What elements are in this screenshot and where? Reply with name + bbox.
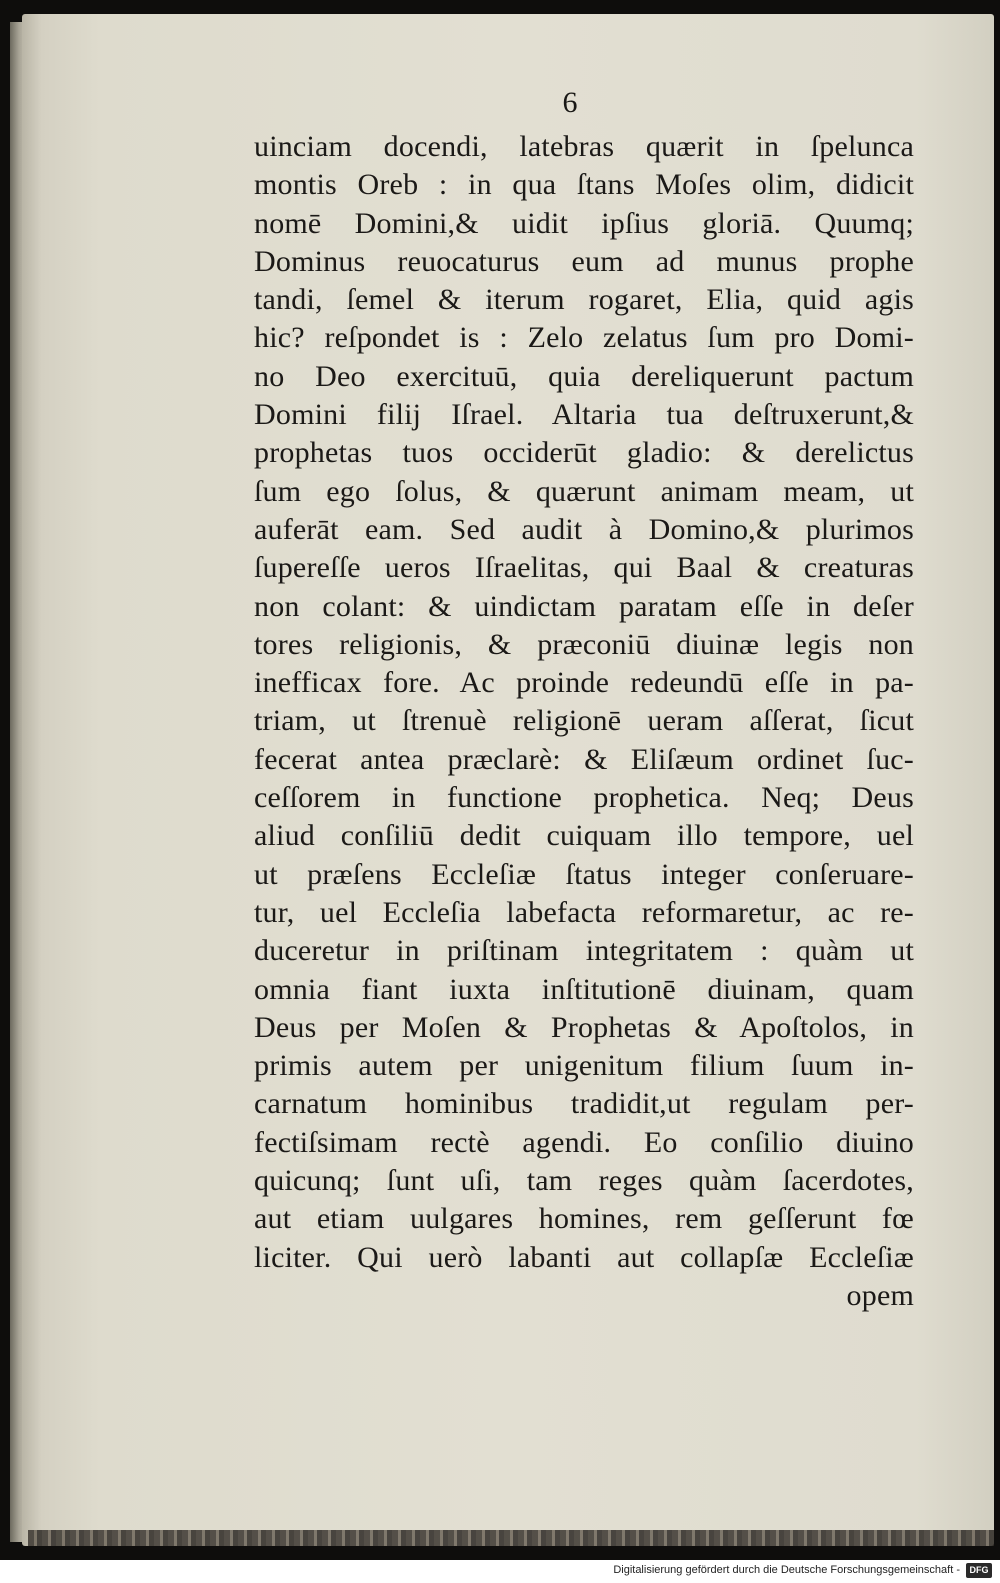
dfg-logo: DFG: [966, 1563, 992, 1578]
text-line: omnia fiant iuxta inſtitutionē diuinam, quam: [254, 972, 914, 1006]
text-line: ſum ego ſolus, & quærunt animam meam, ut: [254, 474, 914, 508]
page-number: 6: [562, 86, 578, 119]
text-line: ceſſorem in functione prophetica. Neq; Deus: [254, 781, 914, 815]
text-line: tandi, ſemel & iterum rogaret, Elia, quid agis: [254, 283, 914, 317]
text-line: nomē Domini,& uidit ipſius gloriā. Quumq;: [254, 206, 914, 240]
text-line: Dominus reuocaturus eum ad munus prophe: [254, 244, 914, 278]
text-line: tores religionis, & præconiū diuinæ legis non: [254, 627, 914, 661]
text-line: liciter. Qui uerò labanti aut collapſæ Eccleſiæ: [254, 1240, 914, 1274]
text-line: montis Oreb : in qua ſtans Moſes olim, didicit: [254, 168, 914, 202]
body-text: [254, 128, 914, 1315]
text-line: inefficax fore. Ac proinde redeundū eſſe in pa-: [254, 666, 914, 700]
text-line: prophetas tuos occiderūt gladio: & derelictus: [254, 436, 914, 470]
text-line: Domini filij Iſrael. Altaria tua deſtruxerunt,&: [254, 398, 914, 432]
text-line: auferāt eam. Sed audit à Domino,& plurimos: [254, 512, 914, 546]
text-line: non colant: & uindictam paratam eſſe in deſer: [254, 589, 914, 623]
text-line: ſupereſſe ueros Iſraelitas, qui Baal & creaturas: [254, 551, 914, 585]
text-line: aliud conſiliū dedit cuiquam illo tempore, uel: [254, 819, 914, 853]
text-line: aut etiam uulgares homines, rem geſſerunt fœ: [254, 1202, 914, 1236]
text-line: fecerat antea præclarè: & Eliſæum ordinet ſuc-: [254, 742, 914, 776]
page-bottom-edge: [28, 1530, 994, 1546]
text-line: quicunq; ſunt uſi, tam reges quàm ſacerdotes,: [254, 1164, 914, 1198]
text-line: carnatum hominibus tradidit,ut regulam per-: [254, 1087, 914, 1121]
text-line: uinciam docendi, latebras quærit in ſpelunca: [254, 130, 914, 163]
footer: [0, 1560, 1000, 1583]
text-line: tur, uel Eccleſia labefacta reformaretur, ac re-: [254, 895, 914, 929]
text-line: fectiſsimam rectè agendi. Eo conſilio diuino: [254, 1125, 914, 1159]
text-line: hic? reſpondet is : Zelo zelatus ſum pro Domi-: [254, 321, 914, 355]
text-line: ut præſens Eccleſiæ ſtatus integer conſeruare-: [254, 857, 914, 891]
text-line: triam, ut ſtrenuè religionē ueram aſſerat, ſicut: [254, 704, 914, 738]
text-line: duceretur in priſtinam integritatem : quàm ut: [254, 934, 914, 968]
text-line: no Deo exercituū, quia dereliquerunt pactum: [254, 359, 914, 393]
text-line: Deus per Moſen & Prophetas & Apoſtolos, in: [254, 1010, 914, 1044]
footer-credit: Digitalisierung gefördert durch die Deutsche Forschungsgemeinschaft -: [613, 1564, 960, 1576]
text-line: primis autem per unigenitum filium ſuum in-: [254, 1049, 914, 1083]
catchword: opem: [846, 1278, 914, 1312]
